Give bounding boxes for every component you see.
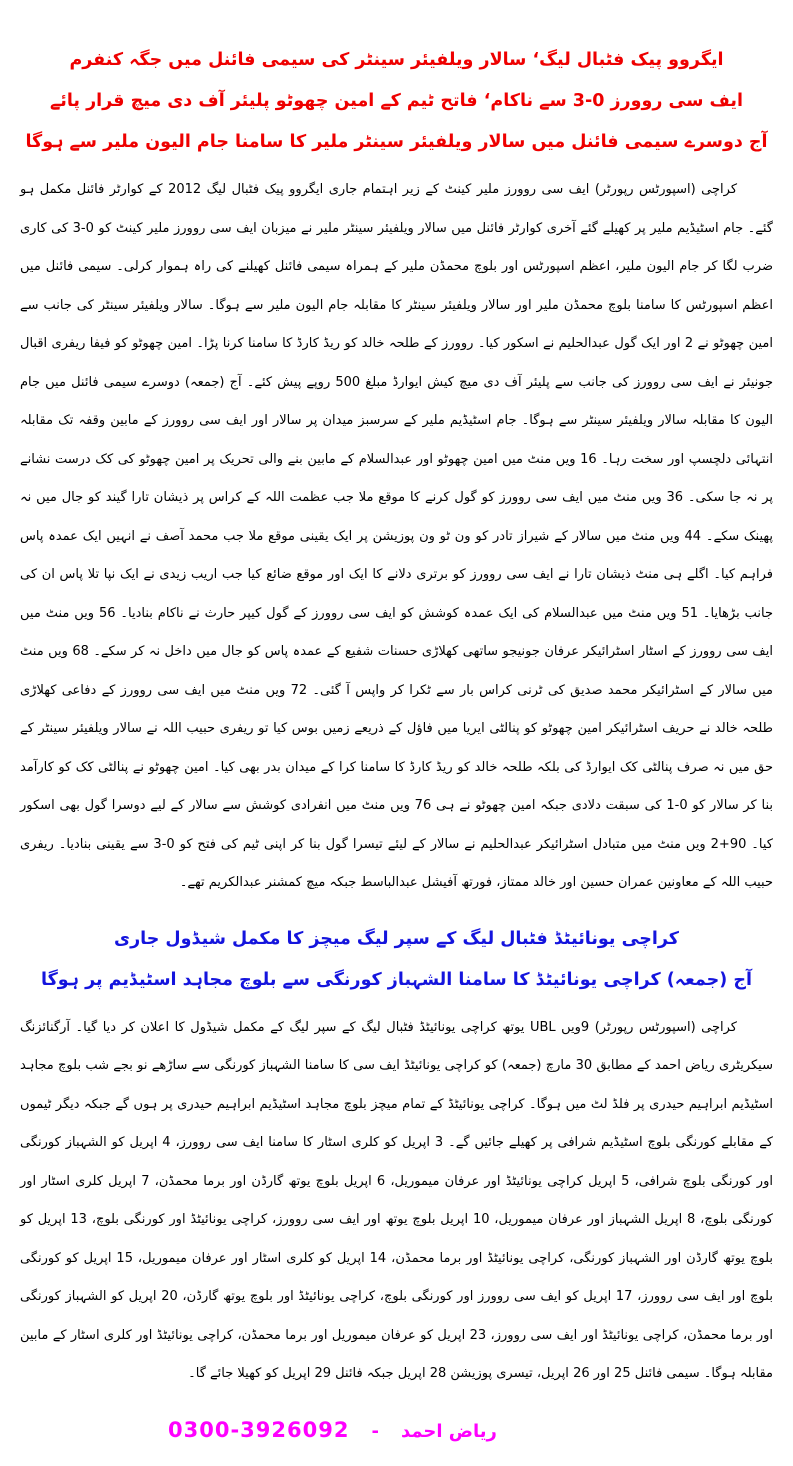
article-2-headline-1: کراچی یونائیٹڈ فٹبال لیگ کے سپر لیگ میچز کا مکمل شیڈول جاری <box>114 928 679 949</box>
article-2-body: کراچی (اسپورٹس رپورٹر) 9ویں UBL یوتھ کراچی یونائیٹڈ فٹبال لیگ کے سپر لیگ کے مکمل شیڈول کا اعلان کر دیا گیا۔ آرگنائزنگ سیکریٹری ریاض احمد کے مطابق 30 مارچ (جمعہ) کو کراچی یونائیٹڈ ایف سی کا سامنا الشہباز کورنگی سے ساڑھے نو بجے شب بلوچ مجاہد اسٹیڈیم ابراہیم حیدری پر فلڈ لٹ میں ہوگا۔ کراچی یونائیٹڈ کے تمام میچز بلوچ مجاہد اسٹیڈیم ابراہیم حیدری پر ہوں گے جبکہ دیگر ٹیموں کے مقابلے کورنگی بلوچ اسٹیڈیم شرافی پر کھیلے جائیں گے۔ 3 اپریل کو کلری اسٹار کا سامنا ایف سی روورز، 4 اپریل کو الشہباز کورنگی اور کورنگی بلوچ شرافی، 5 اپریل کراچی یونائیٹڈ اور عرفان میموریل، 6 اپریل بلوچ یوتھ گارڈن اور برما محمڈن، 7 اپریل کلری اسٹار اور کورنگی بلوچ، 8 اپریل الشہباز اور عرفان میموریل، 10 اپریل بلوچ یوتھ اور ایف سی روورز، کراچی یونائیٹڈ اور کورنگی بلوچ، 13 اپریل کو بلوچ یوتھ گارڈن اور الشہباز کورنگی، کراچی یونائیٹڈ اور برما محمڈن، 14 اپریل کو کلری اسٹار اور عرفان میموریل، 15 اپریل کو کورنگی بلوچ اور ایف سی روورز، 17 اپریل کو ایف سی روورز اور کورنگی بلوچ، کراچی یونائیٹڈ اور بلوچ یوتھ گارڈن، 20 اپریل کو الشہباز کورنگی اور برما محمڈن، کراچی یونائیٹڈ اور ایف سی روورز، 23 اپریل کو عرفان میموریل اور برما محمڈن، کراچی یونائیٹڈ اور کلری اسٹار کے مابین مقابلہ ہوگا۔ سیمی فائنل 25 اور 26 اپریل، تیسری پوزیشن 28 اپریل جبکہ فائنل 29 اپریل کو کھیلا جائے گا۔ <box>20 1019 774 1381</box>
article-1-headline-block <box>20 40 773 163</box>
contact-separator: - <box>371 1420 379 1442</box>
contact-line <box>20 1418 773 1442</box>
article-1-headline-2: ایف سی روورز 0-3 سے ناکام‘ فاتح ٹیم کے امین چھوٹو پلیئر آف دی میچ قرار پائے <box>50 91 743 111</box>
contact-person-name: ریاض احمد <box>400 1420 497 1442</box>
contact-phone-number: 0300-3926092 <box>168 1417 350 1442</box>
article-2-headline-2: آج (جمعہ) کراچی یونائیٹڈ کا سامنا الشہباز کورنگی سے بلوچ مجاہد اسٹیڈیم پر ہوگا <box>41 969 752 990</box>
article-1-body: کراچی (اسپورٹس رپورٹر) ایف سی روورز ملیر کینٹ کے زیر اہتمام جاری ایگروو پیک فٹبال لیگ 2012 کے کوارٹر فائنل مکمل ہو گئے۔ جام اسٹیڈیم ملیر پر کھیلے گئے آخری کوارٹر فائنل میں سالار ویلفیئر سینٹر ملیر نے میزبان ایف سی روورز ملیر کینٹ کو 0-3 کی کاری ضرب لگا کر جام الیون ملیر، اعظم اسپورٹس اور بلوچ محمڈن ملیر کے ہمراہ سیمی فائنل کھیلنے کی راہ ہموار کرلی۔ سیمی فائنل میں اعظم اسپورٹس کا سامنا بلوچ محمڈن ملیر اور سالار ویلفیئر سینٹر کا مقابلہ جام الیون ملیر سے ہوگا۔ سالار ویلفیئر سینٹر کی جانب سے امین چھوٹو نے 2 اور ایک گول عبدالحلیم نے اسکور کیا۔ روورز کے طلحہ خالد کو ریڈ کارڈ کا سامنا کرنا پڑا۔ امین چھوٹو کو فیفا ریفری اقبال جونیئر نے ایف سی روورز کی جانب سے پلیئر آف دی میچ کیش ایوارڈ مبلغ 500 روپے پیش کئے۔ آج (جمعہ) دوسرے سیمی فائنل میں جام الیون کا مقابلہ سالار ویلفیئر سینٹر سے ہوگا۔ جام اسٹیڈیم ملیر کے سرسبز میدان پر سالار اور ایف سی روورز کے مابین وقفہ تک مقابلہ انتہائی دلچسپ اور سخت رہا۔ 16 ویں منٹ میں امین چھوٹو اور عبدالسلام کے مابین بنے والی تحریک پر امین چھوٹو کی کک درست نشانے پر نہ جا سکی۔ 36 ویں منٹ میں ایف سی روورز کو گول کرنے کا موقع ملا جب عظمت اللہ کے کراس پر ذیشان تارا گیند کو جال میں نہ پھینک سکے۔ 44 ویں منٹ میں سالار کے شیراز تادر کو ون ٹو ون پوزیشن پر ایک یقینی موقع ملا جب محمد آصف نے انہیں ایک عمدہ پاس فراہم کیا۔ اگلے ہی منٹ ذیشان تارا نے ایف سی روورز کو برتری دلانے کا ایک اور موقع ضائع کیا جب اریب زیدی نے ایک نپا تلا پاس ان کی جانب بڑھایا۔ 51 ویں منٹ میں عبدالسلام کی ایک عمدہ کوشش کو ایف سی روورز کے گول کیپر حارث نے ناکام بنادیا۔ 56 ویں منٹ میں ایف سی روورز کے اسٹار اسٹرائیکر عرفان جونیجو ساتھی کھلاڑی حسنات شفیع کے عمدہ پاس کو جال میں داخل نہ کر سکے۔ 68 ویں منٹ میں سالار کے اسٹرائیکر محمد صدیق کی ٹرنی کراس بار سے ٹکرا کر واپس آ گئی۔ 72 ویں منٹ میں ایف سی روورز کے دفاعی کھلاڑی طلحہ خالد نے حریف اسٹرائیکر امین چھوٹو کو پنالٹی ایریا میں فاؤل کے ذریعے زمیں بوس کیا تو ریفری حبیب اللہ نے سالار ویلفیئر سینٹر کے حق میں نہ صرف پنالٹی کک ایوارڈ کی بلکہ طلحہ خالد کو ریڈ کارڈ کا سامنا کرا کے میدان بدر بھی کیا۔ امین چھوٹو نے پنالٹی کک کو کارآمد بنا کر سالار کو 0-1 کی سبقت دلادی جبکہ امین چھوٹو نے ہی 76 ویں منٹ میں انفرادی کوشش سے سالار کے لیے دوسرا گول بھی اسکور کیا۔ 90+2 ویں منٹ میں متبادل اسٹرائیکر عبدالحلیم نے سالار کے لیئے تیسرا گول بنا کر اپنی ٹیم کی فتح کو 0-3 سے یقینی بنادیا۔ ریفری حبیب اللہ کے معاونین عمران حسین اور خالد ممتاز، فورتھ آفیشل عبدالباسط جبکہ میچ کمشنر عبدالکریم تھے۔ <box>20 182 774 890</box>
article-1-headline-1: ایگروو پیک فٹبال لیگ‘ سالار ویلفیئر سینٹر کی سیمی فائنل میں جگہ کنفرم <box>69 50 724 70</box>
article-1-headline-3: آج دوسرے سیمی فائنل میں سالار ویلفیئر سینٹر ملیر کا سامنا جام الیون ملیر سے ہوگا <box>25 132 768 152</box>
article-2-headline-block <box>20 919 773 1001</box>
